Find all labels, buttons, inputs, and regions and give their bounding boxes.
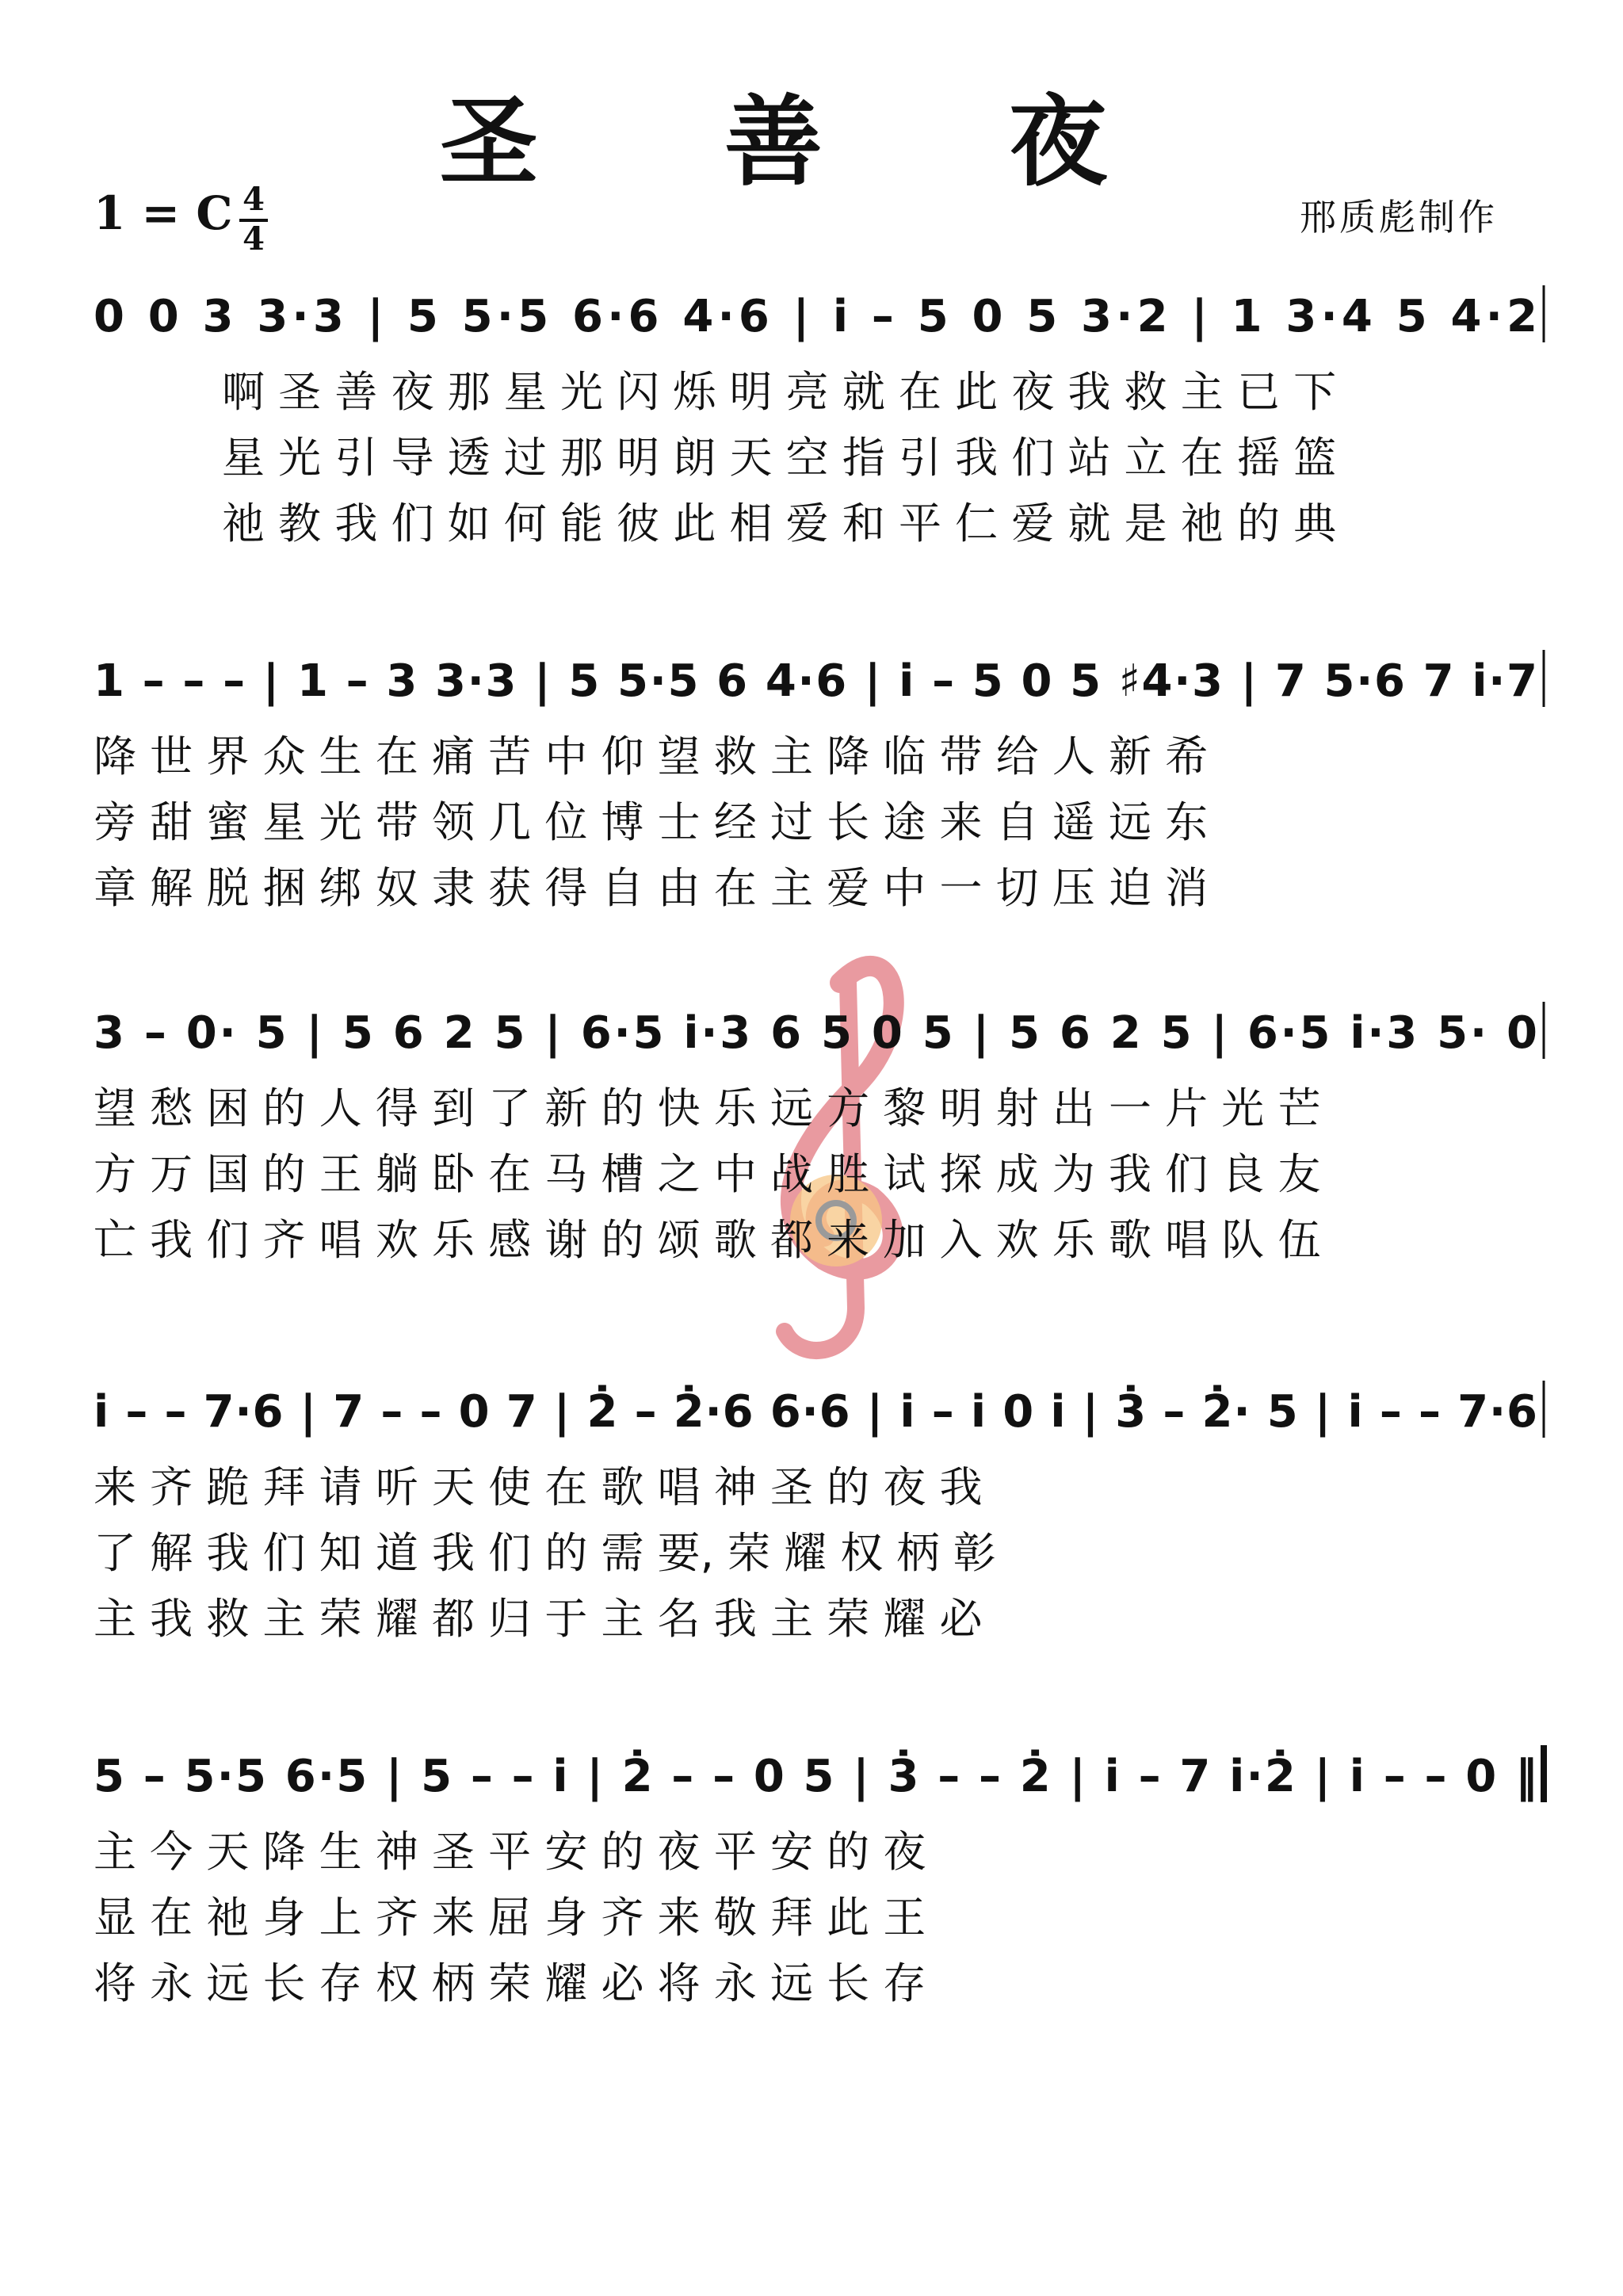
lyric-line: 旁 甜 蜜 星 光 带 领 几 位 博 士 经 过 长 途 来 自 遥 远 东: [94, 797, 1209, 847]
credit-text: 邢质彪制作: [1300, 196, 1498, 239]
lyric-line: 将 永 远 长 存 权 柄 荣 耀 必 将 永 远 长 存: [94, 1958, 926, 2008]
notation-system: [94, 650, 1544, 913]
time-signature-unit: 4: [242, 220, 265, 258]
lyric-line: 来 齐 跪 拜 请 听 天 使 在 歌 唱 神 圣 的 夜 我: [94, 1462, 983, 1512]
notes-line: 5 – 5·5 6·5 | 5 – – i̇ | 2̇ – – 0 5 | 3̇ – – 2̇ | i̇ – 7 i̇·2̇ | i̇ – – 0 ‖: [94, 1751, 1538, 1802]
lyric-line: 主 今 天 降 生 神 圣 平 安 的 夜 平 安 的 夜: [94, 1827, 926, 1877]
lyric-line: 亡 我 们 齐 唱 欢 乐 感 谢 的 颂 歌 都 来 加 入 欢 乐 歌 唱 队 伍: [94, 1215, 1321, 1265]
notes-line: 1 – – – | 1 – 3 3·3 | 5 5·5 6 4·6 | i̇ – 5 0 5 ♯4·3 | 7 5·6 7 i̇·7: [94, 655, 1537, 707]
notation-system: [94, 285, 1544, 548]
lyric-line: 降 世 界 众 生 在 痛 苦 中 仰 望 救 主 降 临 带 给 人 新 希: [94, 732, 1209, 781]
notes-line: i̇ – – 7·6 | 7 – – 0 7 | 2̇ – 2̇·6 6·6 | i̇ – i̇ 0 i̇ | 3̇ – 2̇· 5 | i̇ – – 7·6: [94, 1386, 1537, 1438]
lyric-line: 望 愁 困 的 人 得 到 了 新 的 快 乐 远 方 黎 明 射 出 一 片 光 芒: [94, 1083, 1321, 1133]
key-signature: 1 = C: [94, 186, 233, 240]
notation-system: [94, 1381, 1544, 1644]
lyric-line: 星 光 引 导 透 过 那 明 朗 天 空 指 引 我 们 站 立 在 摇 篮: [222, 433, 1337, 483]
lyric-line: 了 解 我 们 知 道 我 们 的 需 要, 荣 耀 权 柄 彰: [94, 1528, 996, 1578]
lyric-line: 显 在 祂 身 上 齐 来 屈 身 齐 来 敬 拜 此 王: [94, 1893, 926, 1943]
notes-line: 3 – 0· 5 | 5 6 2 5 | 6·5 i̇·3 6 5 0 5 | 5 6 2 5 | 6·5 i̇·3 5· 0: [94, 1007, 1538, 1059]
lyric-line: 方 万 国 的 王 躺 卧 在 马 槽 之 中 战 胜 试 探 成 为 我 们 良 友: [94, 1149, 1321, 1199]
lyric-line: 祂 教 我 们 如 何 能 彼 此 相 爱 和 平 仁 爱 就 是 祂 的 典: [222, 499, 1337, 548]
lyric-line: 啊 圣 善 夜 那 星 光 闪 烁 明 亮 就 在 此 夜 我 救 主 已 下: [222, 367, 1337, 417]
notes-line: 0 0 3 3·3 | 5 5·5 6·6 4·6 | i̇ – 5 0 5 3·2 | 1 3·4 5 4·2: [94, 291, 1538, 342]
time-signature-beats: 4: [242, 181, 265, 218]
lyric-line: 章 解 脱 捆 绑 奴 隶 获 得 自 由 在 主 爱 中 一 切 压 迫 消: [94, 863, 1209, 913]
song-title: 圣 善 夜: [439, 85, 1184, 200]
notation-system: [94, 1002, 1544, 1265]
lyric-line: 主 我 救 主 荣 耀 都 归 于 主 名 我 主 荣 耀 必: [94, 1594, 983, 1644]
notation-system: [94, 1745, 1544, 2008]
